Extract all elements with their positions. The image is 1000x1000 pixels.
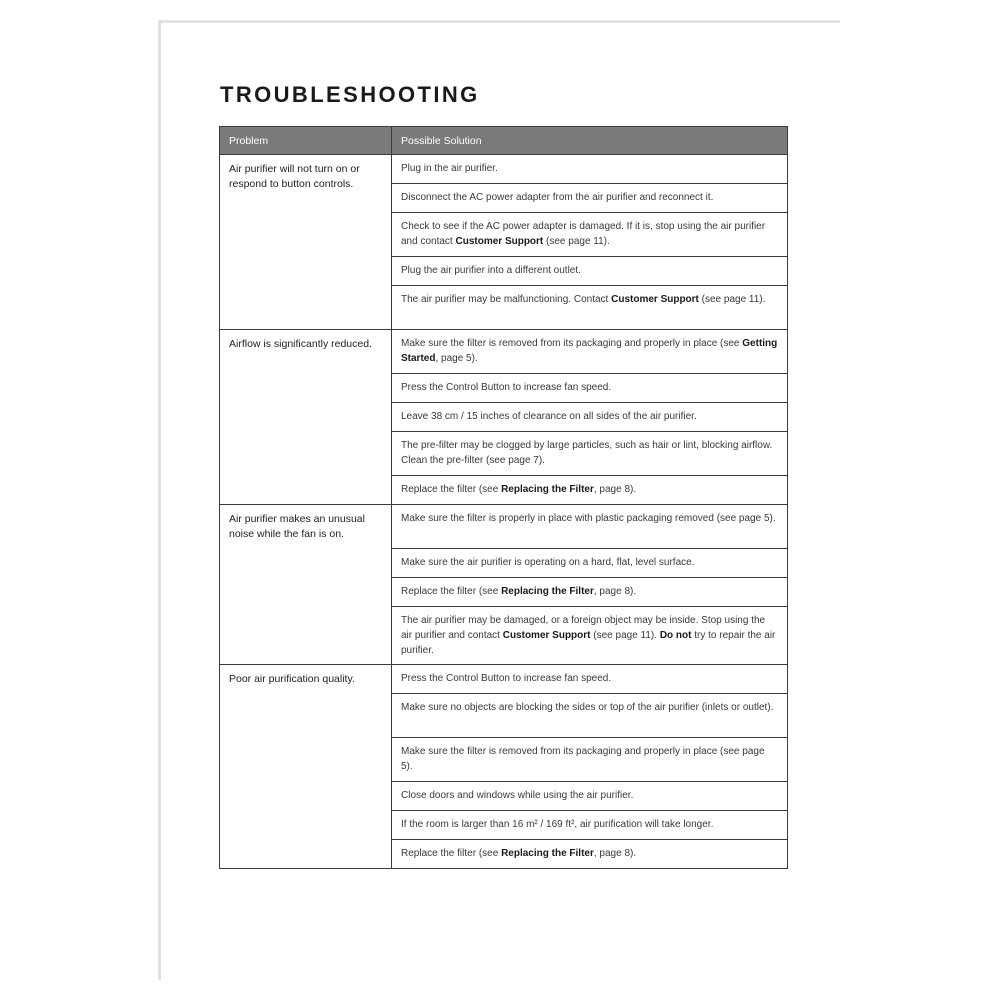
solution-emphasis: Replacing the Filter [501, 848, 594, 859]
solution-emphasis: Customer Support [455, 236, 544, 247]
solution-text: Make sure the filter is properly in place with plastic packaging removed (see page 5). [401, 513, 776, 524]
solution-text: (see page 11). [590, 630, 658, 641]
header-problem: Problem [220, 127, 392, 155]
table-header-row [220, 127, 788, 155]
solution-text: Check to see if the AC power adapter is damaged. If it is, stop using the air purifier and contact [401, 221, 766, 247]
solution-cell [392, 476, 788, 505]
solution-text: (see page 11). [543, 236, 610, 247]
table-row [220, 330, 788, 374]
solution-cell [392, 505, 788, 549]
solution-text: , page 8). [593, 484, 637, 495]
troubleshooting-table [219, 126, 788, 869]
solution-cell [392, 811, 788, 840]
solution-text: Make sure the filter is removed from its packaging and properly in place (see [401, 338, 743, 349]
solution-cell [392, 213, 788, 257]
problem-cell: Air purifier will not turn on or respond to button controls. [220, 155, 392, 330]
solution-cell [392, 432, 788, 476]
solution-text: Make sure the air purifier is operating on a hard, flat, level surface. [401, 557, 695, 568]
solution-text: Plug in the air purifier. [401, 163, 498, 174]
solution-text: , page 8). [593, 586, 637, 597]
header-solution: Possible Solution [392, 127, 788, 155]
solution-text: Replace the filter (see [401, 586, 502, 597]
solution-text: Plug the air purifier into a different outlet. [401, 265, 581, 276]
solution-text: Press the Control Button to increase fan speed. [401, 382, 612, 393]
problem-cell: Air purifier makes an unusual noise while the fan is on. [220, 505, 392, 665]
solution-cell [392, 184, 788, 213]
solution-cell [392, 578, 788, 607]
solution-cell [392, 549, 788, 578]
solution-text: (see page 11). [698, 294, 766, 305]
solution-cell [392, 782, 788, 811]
solution-cell [392, 607, 788, 665]
solution-text: Close doors and windows while using the air purifier. [401, 790, 634, 801]
solution-text: The air purifier may be damaged, or a foreign object may be inside. Stop using the air purifier and contact [401, 615, 766, 641]
solution-text: Replace the filter (see [401, 484, 502, 495]
solution-cell [392, 665, 788, 694]
solution-text: Press the Control Button to increase fan speed. [401, 673, 612, 684]
page-title: TROUBLESHOOTING [220, 82, 480, 107]
solution-cell [392, 840, 788, 869]
solution-emphasis: Getting Started [401, 338, 778, 364]
solution-text: Make sure no objects are blocking the sides or top of the air purifier (inlets or outlet). [401, 702, 774, 713]
solution-cell [392, 374, 788, 403]
solution-cell [392, 257, 788, 286]
solution-text: Leave 38 cm / 15 inches of clearance on all sides of the air purifier. [401, 411, 697, 422]
solution-emphasis: Replacing the Filter [501, 484, 594, 495]
solution-cell [392, 738, 788, 782]
solution-emphasis: Customer Support [611, 294, 699, 305]
solution-cell [392, 155, 788, 184]
solution-text: Replace the filter (see [401, 848, 502, 859]
solution-text: The pre-filter may be clogged by large particles, such as hair or lint, blocking airflow. Clean the pre-filter (see page 7). [401, 440, 773, 466]
solution-text: Make sure the filter is removed from its packaging and properly in place (see page 5). [401, 746, 765, 772]
solution-text: If the room is larger than 16 m² / 169 ft², air purification will take longer. [401, 819, 714, 830]
solution-cell [392, 403, 788, 432]
solution-text: Disconnect the AC power adapter from the air purifier and reconnect it. [401, 192, 714, 203]
solution-text: , page 8). [593, 848, 637, 859]
solution-cell [392, 330, 788, 374]
problem-cell: Poor air purification quality. [220, 665, 392, 869]
solution-emphasis: Replacing the Filter [501, 586, 594, 597]
table-row [220, 505, 788, 549]
solution-text: , page 5). [435, 353, 478, 364]
table-row [220, 155, 788, 184]
solution-text: The air purifier may be malfunctioning. Contact [401, 294, 612, 305]
table-row [220, 665, 788, 694]
solution-emphasis: Customer Support [502, 630, 591, 641]
solution-text: try to repair the air purifier. [401, 630, 776, 656]
problem-cell: Airflow is significantly reduced. [220, 330, 392, 505]
solution-cell [392, 286, 788, 330]
solution-emphasis: Do not [659, 630, 692, 641]
solution-cell [392, 694, 788, 738]
